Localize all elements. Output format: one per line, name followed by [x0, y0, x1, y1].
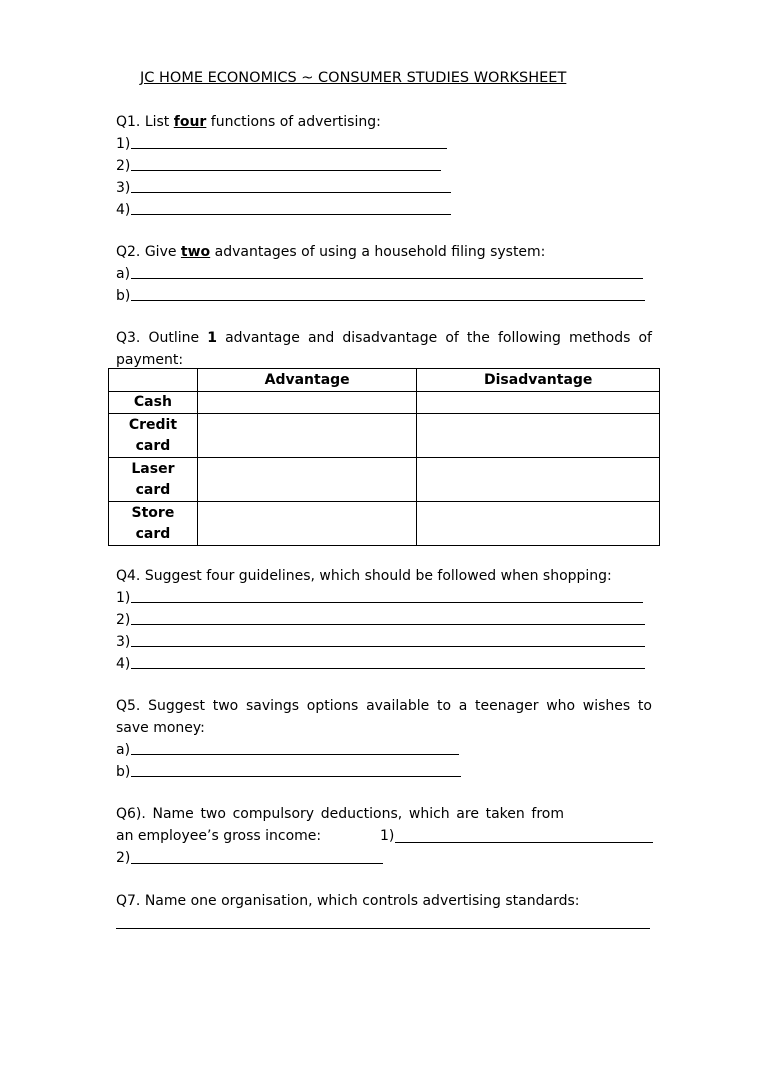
table-row: [109, 392, 660, 414]
q4-answer-label-3: 3): [116, 634, 131, 650]
q2-prompt: Q2. Give two advantages of using a household filing system:: [116, 244, 546, 260]
table-row: [109, 414, 660, 458]
q5-answer-label-a: a): [116, 742, 131, 758]
q1-answer-label-3: 3): [116, 180, 131, 196]
q2-answer-label-a: a): [116, 266, 131, 282]
q1-answer-line-1[interactable]: [131, 148, 447, 149]
credit-card-disadvantage-cell[interactable]: [417, 414, 660, 458]
q3-prompt: Q3. Outline 1 advantage and disadvantage of the following methods of payment:: [116, 330, 652, 368]
q1-answer-line-4[interactable]: [131, 214, 451, 215]
q6-answer-label-2: 2): [116, 850, 131, 866]
q4-answer-label-2: 2): [116, 612, 131, 628]
q7-answer-line[interactable]: [116, 928, 650, 929]
laser-card-disadvantage-cell[interactable]: [417, 458, 660, 502]
q1-answer-label-2: 2): [116, 158, 131, 174]
q2-answer-line-a[interactable]: [131, 278, 643, 279]
table-header-blank: [109, 369, 198, 392]
q2-answer-label-b: b): [116, 288, 131, 304]
q1-prompt: Q1. List four functions of advertising:: [116, 114, 381, 130]
credit-card-advantage-cell[interactable]: [197, 414, 417, 458]
laser-card-advantage-cell[interactable]: [197, 458, 417, 502]
q5-answer-line-b[interactable]: [131, 776, 461, 777]
table-row: [109, 502, 660, 546]
q7-prompt: Q7. Name one organisation, which controls advertising standards:: [116, 893, 580, 909]
table-header-advantage: Advantage: [197, 369, 417, 392]
q5-prompt: Q5. Suggest two savings options available to a teenager who wishes to save money:: [116, 698, 652, 736]
q5-answer-label-b: b): [116, 764, 131, 780]
q1-answer-label-4: 4): [116, 202, 131, 218]
q4-answer-line-3[interactable]: [131, 646, 645, 647]
cash-disadvantage-cell[interactable]: [417, 392, 660, 414]
q1-answer-line-3[interactable]: [131, 192, 451, 193]
q4-answer-label-1: 1): [116, 590, 131, 606]
table-row: [109, 458, 660, 502]
table-header-disadvantage: Disadvantage: [417, 369, 660, 392]
payment-methods-table: [108, 368, 660, 546]
cash-advantage-cell[interactable]: [197, 392, 417, 414]
row-label-cash: Cash: [109, 392, 198, 414]
q3-emphasis: 1: [207, 330, 217, 346]
q4-answer-label-4: 4): [116, 656, 131, 672]
q5-answer-line-a[interactable]: [131, 754, 459, 755]
q4-answer-line-2[interactable]: [131, 624, 645, 625]
page-title: JC HOME ECONOMICS ~ CONSUMER STUDIES WORKSHEET: [140, 70, 567, 86]
q6-answer-line-2[interactable]: [131, 863, 383, 864]
store-card-disadvantage-cell[interactable]: [417, 502, 660, 546]
q6-prompt: Q6). Name two compulsory deductions, which are taken from an employee’s gross income:: [116, 806, 564, 844]
row-label-credit-card: Credit card: [109, 414, 198, 458]
q4-prompt: Q4. Suggest four guidelines, which should be followed when shopping:: [116, 568, 612, 584]
q1-answer-line-2[interactable]: [131, 170, 441, 171]
row-label-store-card: Store card: [109, 502, 198, 546]
q2-answer-line-b[interactable]: [131, 300, 645, 301]
store-card-advantage-cell[interactable]: [197, 502, 417, 546]
row-label-laser-card: Laser card: [109, 458, 198, 502]
q6-answer-line-1[interactable]: [395, 842, 653, 843]
q1-answer-label-1: 1): [116, 136, 131, 152]
table-header-row: [109, 369, 660, 392]
q4-answer-line-1[interactable]: [131, 602, 643, 603]
q6-answer-label-1: 1): [380, 828, 395, 844]
q2-emphasis: two: [180, 244, 211, 260]
q1-emphasis: four: [173, 114, 207, 130]
q4-answer-line-4[interactable]: [131, 668, 645, 669]
